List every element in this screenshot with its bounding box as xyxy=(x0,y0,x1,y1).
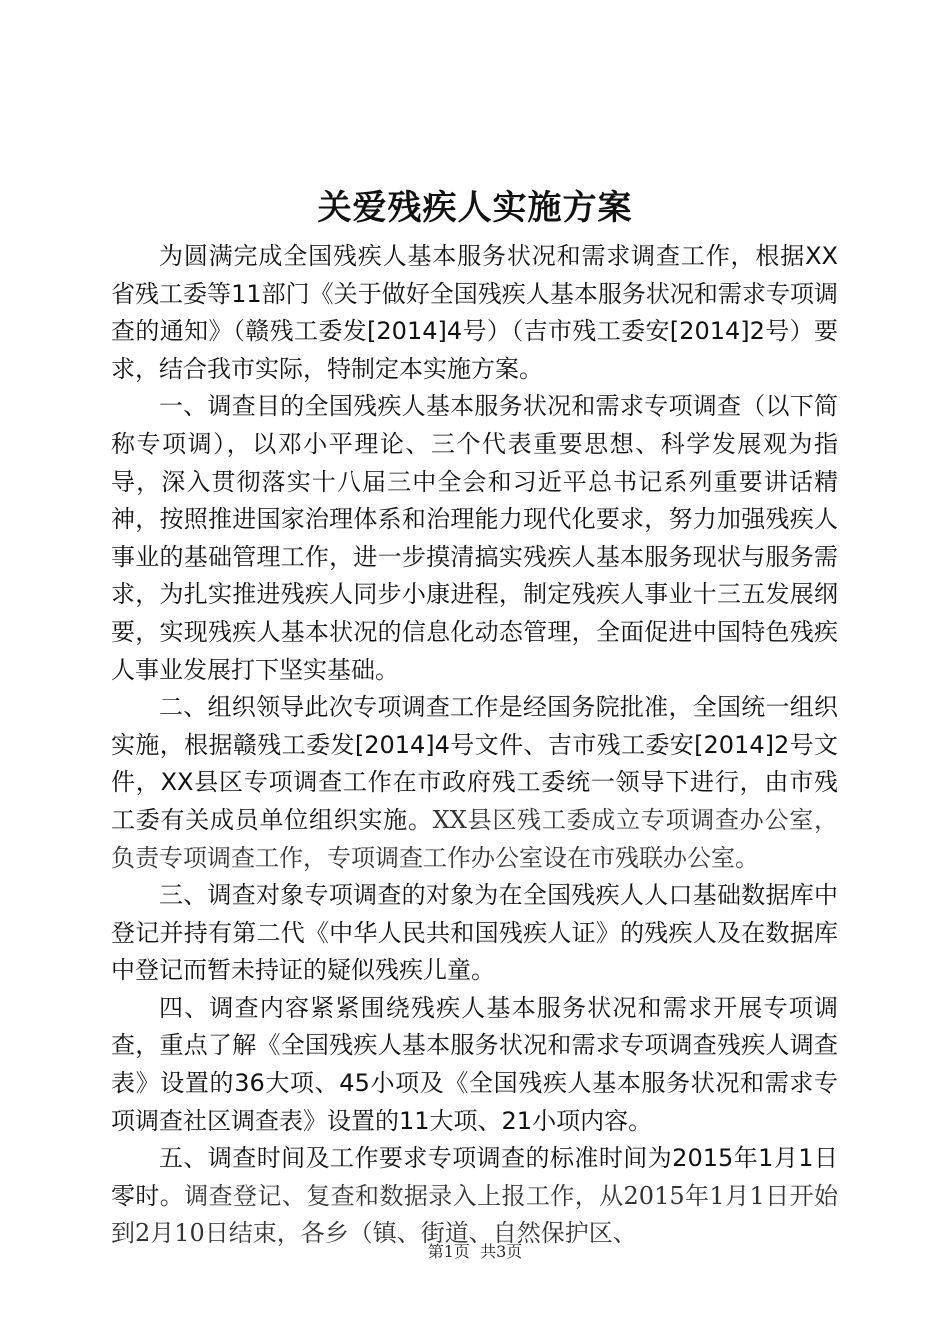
paragraph-section-4-content xyxy=(111,990,838,1140)
paragraph-section-2-leadership xyxy=(111,689,838,877)
document-title: 关爱残疾人实施方案 xyxy=(317,188,633,228)
paragraph-section-4-text: 四、调查内容紧紧围绕残疾人基本服务状况和需求开展专项调查，重点了解《全国残疾人基本服务状况和需求专项调查残疾人调查表》设置的36大项、45小项及《全国残疾人基本服务状况和需求专项调查社区调查表》设置的11大项、21小项内容。 xyxy=(111,993,838,1135)
paragraph-section-1-text: 一、调查目的全国残疾人基本服务状况和需求专项调查（以下简称专项调），以邓小平理论、三个代表重要思想、科学发展观为指导，深入贯彻落实十八届三中全会和习近平总书记系列重要讲话精神，按照推进国家治理体系和治理能力现代化要求，努力加强残疾人事业的基础管理工作，进一步摸清搞实残疾人基本服务现状与服务需求，为扎实推进残疾人同步小康进程，制定残疾人事业十三五发展纲要，实现残疾人基本状况的信息化动态管理，全面促进中国特色残疾人事业发展打下坚实基础。 xyxy=(111,392,838,684)
page-total: 共3页 xyxy=(480,1242,523,1261)
paragraph-section-2-continuation: XX县区残工委成立专项调查办公室，负责专项调查工作，专项调查工作办公室设在市残联办公室。 xyxy=(111,805,839,872)
paragraph-section-2-text: 二、组织领导此次专项调查工作是经国务院批准，全国统一组织实施，根据赣残工委发[2014]4号文件、吉市残工委安[2014]2号文件，XX县区专项调查工作在市政府残工委统一领导下进行，由市残工委有关成员单位组织实施。 xyxy=(111,693,838,834)
paragraph-section-5-text: 五、调查时间及工作要求专项调查的标准时间为2015年1月1日零时。 xyxy=(111,1144,838,1210)
paragraph-section-3-subjects xyxy=(111,877,838,990)
paragraph-section-3-text: 三、调查对象专项调查的对象为在全国残疾人人口基础数据库中登记并持有第二代《中华人民共和国残疾人证》的残疾人及在数据库中登记而暂未持证的疑似残疾儿童。 xyxy=(111,881,838,985)
paragraph-intro-text: 为圆满完成全国残疾人基本服务状况和需求调查工作，根据XX省残工委等11部门《关于做好全国残疾人基本服务状况和需求专项调查的通知》（赣残工委发[2014]4号）（吉市残工委安[2014]2号）要求，结合我市实际，特制定本实施方案。 xyxy=(111,242,838,383)
page-footer xyxy=(0,1241,950,1263)
paragraph-intro xyxy=(111,238,838,388)
paragraph-section-1-purpose xyxy=(111,388,838,689)
page-number: 第1页 xyxy=(427,1242,470,1261)
document-body xyxy=(111,238,838,1253)
paragraph-section-5-schedule xyxy=(111,1140,838,1253)
paragraph-section-5-continuation: 调查登记、复查和数据录入上报工作，从2015年1月1日开始到2月10日结束，各乡（镇、街道、自然保护区、 xyxy=(111,1181,838,1248)
